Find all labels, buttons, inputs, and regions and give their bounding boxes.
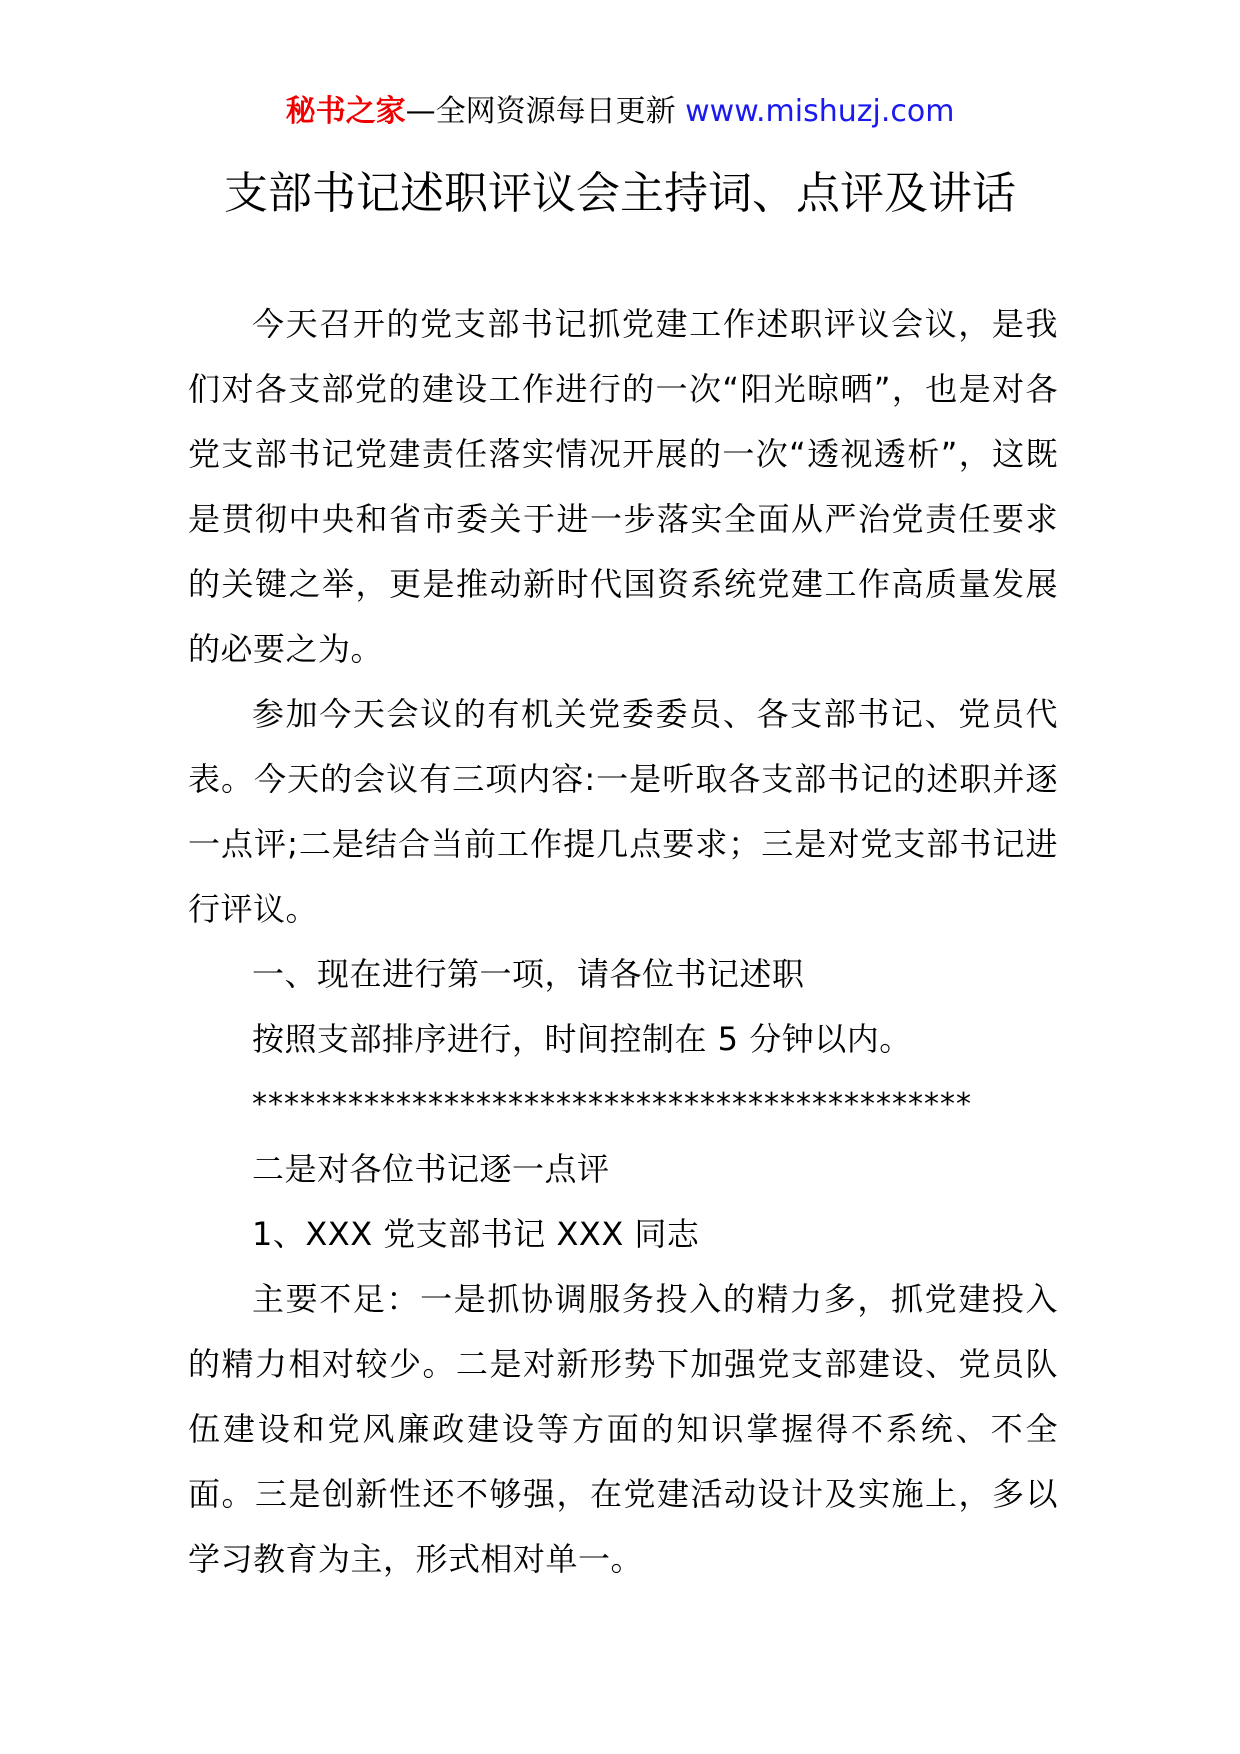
separator-stars: ********************************************* [252, 1087, 972, 1122]
paragraph-opening: 今天召开的党支部书记抓党建工作述职评议会议，是我们对各支部党的建设工作进行的一次“阳光晾晒”，也是对各党支部书记党建责任落实情况开展的一次“透视透析”，这既是贯彻中央和省市委关于进一步落实全面从严治党责任要求的关键之举，更是推动新时代国资系统党建工作高质量发展的必要之为。 [188, 305, 1058, 668]
subheading-secretary: 1、XXX 党支部书记 XXX 同志 [252, 1215, 700, 1253]
document-body [188, 292, 1058, 1592]
site-url[interactable]: www.mishuzj.com [685, 94, 955, 129]
section-heading-2: 二是对各位书记逐一点评 [252, 1150, 610, 1188]
brand-name: 秘书之家 [285, 94, 406, 129]
site-banner [0, 92, 1240, 132]
paragraph-shortcomings: 主要不足：一是抓协调服务投入的精力多，抓党建投入的精力相对较少。二是对新形势下加强党支部建设、党员队伍建设和党风廉政建设等方面的知识掌握得不系统、不全面。三是创新性还不够强，在党建活动设计及实施上，多以学习教育为主，形式相对单一。 [188, 1280, 1058, 1578]
banner-tagline: —全网资源每日更新 [405, 94, 676, 129]
section-heading-1: 一、现在进行第一项，请各位书记述职 [252, 955, 805, 993]
paragraph-attendees: 参加今天会议的有机关党委委员、各支部书记、党员代表。今天的会议有三项内容:一是听取各支部书记的述职并逐一点评;二是结合当前工作提几点要求；三是对党支部书记进行评议。 [188, 695, 1058, 928]
document-title: 支部书记述职评议会主持词、点评及讲话 [224, 168, 1016, 219]
paragraph-order: 按照支部排序进行，时间控制在 5 分钟以内。 [252, 1020, 912, 1058]
